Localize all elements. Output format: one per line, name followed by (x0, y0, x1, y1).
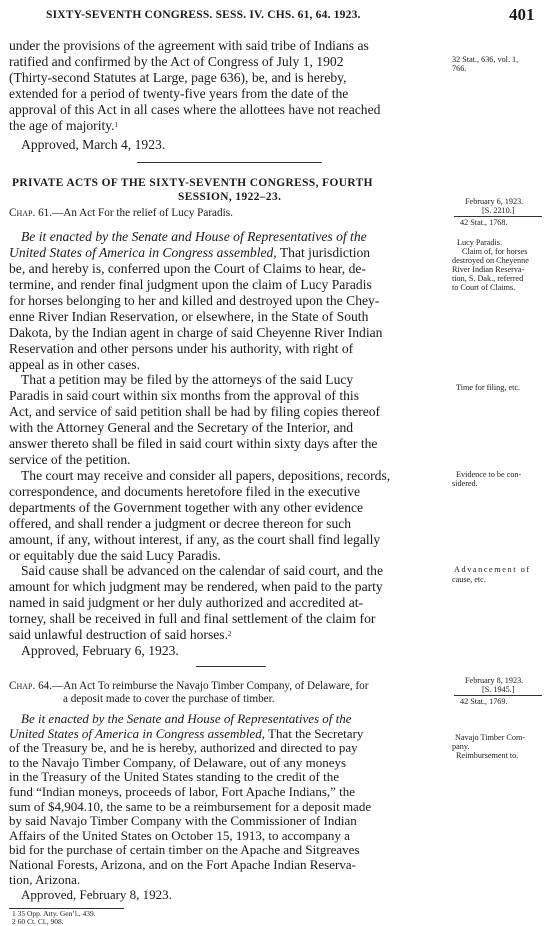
body-line: under the provisions of the agreement with said tribe of Indians as (9, 38, 369, 53)
approval-line: Approved, February 6, 1923. (21, 643, 179, 658)
body-line: said unlawful destruction of said horses.$^2$ (9, 627, 232, 642)
body-line: termine, and render final judgment upon the claim of Lucy Paradis (9, 277, 372, 292)
body-line: be, and hereby is, conferred upon the Court of Claims to hear, de- (9, 261, 366, 276)
date-note: February 8, 1923. (465, 676, 524, 685)
approval-line: Approved, March 4, 1923. (21, 137, 166, 152)
body-line: for horses belonging to her and killed and destroyed upon the Chey- (9, 293, 380, 308)
body-line: sum of $4,904.10, the same to be a reimbursement for a deposit made (9, 798, 372, 814)
body-line: tion, Arizona. (9, 871, 81, 887)
note-rule (454, 216, 542, 217)
body-line: ratified and confirmed by the Act of Congress of July 1, 1902 (9, 54, 344, 69)
enacting-clause: Be it enacted by the Senate and House of Representatives of the (21, 711, 352, 726)
chapter-divider (196, 666, 266, 667)
body-line: Dakota, by the Indian agent in charge of said Cheyenne River Indian (9, 325, 383, 340)
body-line: in the Treasury of the United States standing to the credit of the (9, 769, 339, 785)
chapter-heading: Chap. 61.—An Act For the relief of Lucy Paradis. (9, 207, 233, 219)
margin-note: Advancement of (454, 565, 531, 574)
footnote-rule (9, 908, 124, 909)
body-line: United States of America in Congress assembled, That the Secretary (9, 725, 364, 741)
body-line: Reservation and other persons under his authority, with right of (9, 341, 354, 356)
body-line: by said Navajo Timber Company with the Commissioner of Indian (9, 813, 357, 829)
margin-note: Lucy Paradis. (457, 238, 503, 247)
footnote-mark: 2 (227, 630, 232, 638)
body-line: enne River Indian Reservation, or elsewhere, in the State of South (9, 309, 369, 324)
body-line: offered, and shall render a judgment or decree thereon for such (9, 516, 352, 531)
footnote: 2 60 Ct. Cl., 908. (12, 916, 64, 926)
chapter-heading: Chap. 64.—An Act To reimburse the Navajo Timber Company, of Delaware, for (9, 680, 369, 692)
statute-note: 42 Stat., 1768. (460, 218, 508, 227)
margin-note: Claim of, for horses (462, 247, 528, 256)
body-line: Act, and service of said petition shall be had by filing copies thereof (9, 404, 381, 419)
margin-note: 766. (452, 64, 467, 73)
section-title: SESSION, 1922–23. (178, 191, 282, 203)
margin-note: Navajo Timber Com- (455, 733, 526, 742)
body-line: answer thereto shall be filed in said court within sixty days after the (9, 436, 378, 451)
margin-note: to Court of Claims. (452, 283, 516, 292)
body-line: bid for the purchase of certain timber on the Apache and Sitgreaves (9, 842, 360, 858)
body-line: That a petition may be filed by the attorneys of the said Lucy (21, 372, 354, 387)
body-line: Paradis in said court within six months from the approval of this (9, 388, 359, 403)
margin-note: tion, S. Dak., referred (452, 274, 524, 283)
body-line: extended for a period of twenty-five years from the date of the (9, 86, 349, 101)
body-line: amount, if any, without interest, if any, as the court shall find legally (9, 532, 381, 547)
body-line: United States of America in Congress assembled, That jurisdiction (9, 245, 371, 260)
page-number: 401 (509, 5, 535, 24)
enacting-clause: Be it enacted by the Senate and House of Representatives of the (21, 229, 367, 244)
body-line: fund “Indian moneys, proceeds of labor, Fort Apache Indians,” the (9, 784, 356, 799)
margin-note: pany. (452, 742, 470, 751)
bill-number-note: [S. 1945.] (482, 685, 515, 694)
body-line: The court may receive and consider all papers, depositions, records, (21, 468, 391, 483)
body-line: National Forests, Arizona, and on the Fort Apache Indian Reserva- (9, 857, 356, 872)
body-line: service of the petition. (9, 452, 131, 467)
margin-note: 32 Stat., 636, vol. 1, (452, 55, 519, 64)
body-line: named in said judgment or her duly authorized and accredited at- (9, 595, 364, 610)
running-header: SIXTY-SEVENTH CONGRESS. SESS. IV. CHS. 61, 64. 1923. (46, 9, 361, 21)
body-line: departments of the Government together with any other evidence (9, 500, 364, 515)
body-line: the age of majority.$^1$ (9, 118, 119, 133)
body-line: approval of this Act in all cases where the allottees have not reached (9, 102, 381, 117)
date-note: February 6, 1923. (465, 197, 524, 206)
body-line: Said cause shall be advanced on the calendar of said court, and the (21, 563, 383, 578)
margin-note: Time for filing, etc. (456, 383, 521, 392)
section-title: PRIVATE ACTS OF THE SIXTY-SEVENTH CONGRESS, FOURTH (12, 177, 373, 189)
margin-note: River Indian Reserva- (452, 265, 525, 274)
statute-note: 42 Stat., 1769. (460, 697, 508, 706)
bill-number-note: [S. 2210.] (482, 206, 515, 215)
body-line: torney, shall be received in full and final settlement of the claim for (9, 611, 376, 626)
body-line: Affairs of the United States on October 15, 1913, to accompany a (9, 827, 350, 843)
body-line: to the Navajo Timber Company, of Delaware, out of any moneys (9, 754, 347, 770)
footnote-mark: 1 (114, 121, 119, 129)
body-line: correspondence, and documents heretofore filed in the executive (9, 484, 361, 499)
body-line: appeal as in other cases. (9, 357, 140, 372)
margin-note: sidered. (452, 479, 478, 488)
body-line: or equitably due the said Lucy Paradis. (9, 548, 221, 563)
body-line: with the Attorney General and the Secretary of the Interior, and (9, 420, 354, 435)
margin-note: Reimbursement to. (456, 751, 519, 760)
margin-note: Evidence to be con- (456, 470, 522, 479)
section-divider (137, 162, 322, 163)
approval-line: Approved, February 8, 1923. (21, 887, 172, 903)
chapter-heading: a deposit made to cover the purchase of timber. (63, 693, 275, 705)
footnote: 1 35 Opp. Atty. Gen’l., 439. (12, 908, 96, 918)
body-line: (Thirty-second Statutes at Large, page 636), be, and is hereby, (9, 70, 347, 85)
note-rule (454, 695, 542, 696)
body-line: amount for which judgment may be rendered, when paid to the party (9, 579, 383, 594)
body-line: of the Treasury be, and he is hereby, authorized and directed to pay (9, 740, 358, 756)
margin-note: destroyed on Cheyenne (452, 256, 529, 265)
margin-note: cause, etc. (452, 575, 486, 584)
